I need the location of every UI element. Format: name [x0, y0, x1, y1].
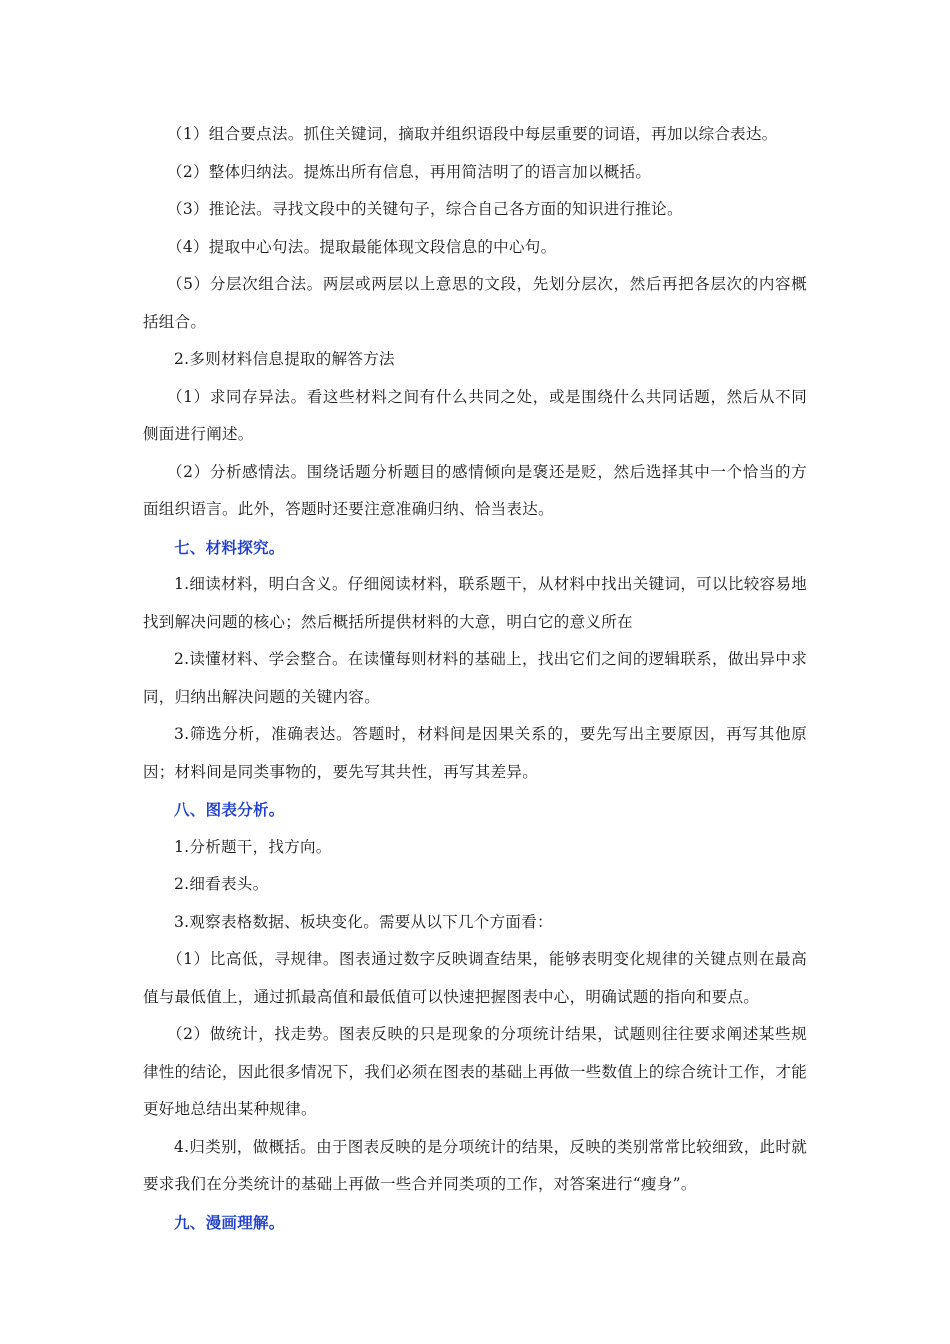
paragraph-method-2: （2）整体归纳法。提炼出所有信息，再用简洁明了的语言加以概括。	[167, 162, 652, 181]
section-heading-chart-analysis: 八、图表分析。	[174, 800, 285, 819]
paragraph-inquiry-2: 2.读懂材料、学会整合。在读懂每则材料的基础上，找出它们之间的逻辑联系，做出异中求同，归纳出解决问题的关键内容。	[143, 650, 807, 706]
paragraph-method-3: （3）推论法。寻找文段中的关键句子，综合自己各方面的知识进行推论。	[167, 200, 683, 218]
paragraph-method-5: （5）分层次组合法。两层或两层以上意思的文段，先划分层次，然后再把各层次的内容概括组合。	[143, 275, 807, 331]
paragraph-inquiry-1: 1.细读材料，明白含义。仔细阅读材料，联系题干，从材料中找出关键词，可以比较容易地找到解决问题的核心；然后概括所提供材料的大意，明白它的意义所在	[143, 575, 807, 631]
paragraph-chart-4: 4.归类别，做概括。由于图表反映的是分项统计的结果，反映的类别常常比较细致，此时就要求我们在分类统计的基础上再做一些合并同类项的工作，对答案进行“瘦身”。	[143, 1137, 807, 1193]
section-heading-material-inquiry: 七、材料探究。	[174, 537, 285, 557]
document-page	[143, 116, 807, 1241]
paragraph-chart-3: 3.观察表格数据、板块变化。需要从以下几个方面看：	[174, 912, 553, 931]
paragraph-multi-method-2: （2）分析感情法。围绕话题分析题目的感情倾向是褒还是贬，然后选择其中一个恰当的方面组织语言。此外，答题时还要注意准确归纳、恰当表达。	[143, 462, 807, 518]
paragraph-multi-method-1: （1）求同存异法。看这些材料之间有什么共同之处，或是围绕什么共同话题，然后从不同侧面进行阐述。	[143, 387, 807, 443]
paragraph-method-4: （4）提取中心句法。提取最能体现文段信息的中心句。	[167, 237, 557, 256]
paragraph-chart-3-1: （1）比高低，寻规律。图表通过数字反映调查结果，能够表明变化规律的关键点则在最高值与最低值上，通过抓最高值和最低值可以快速把握图表中心，明确试题的指向和要点。	[143, 950, 807, 1006]
paragraph-inquiry-3: 3.筛选分析，准确表达。答题时，材料间是因果关系的，要先写出主要原因，再写其他原因；材料间是同类事物的，要先写其共性，再写其差异。	[143, 725, 807, 781]
paragraph-chart-2: 2.细看表头。	[174, 875, 269, 893]
paragraph-multi-material-title: 2.多则材料信息提取的解答方法	[174, 350, 395, 368]
paragraph-chart-1: 1.分析题干，找方向。	[174, 837, 332, 856]
paragraph-chart-3-2: （2）做统计，找走势。图表反映的只是现象的分项统计结果，试题则往往要求阐述某些规律性的结论，因此很多情况下，我们必须在图表的基础上再做一些数值上的综合统计工作，才能更好地总结出某种规律。	[143, 1025, 807, 1118]
section-heading-cartoon: 九、漫画理解。	[174, 1212, 285, 1232]
paragraph-method-1: （1）组合要点法。抓住关键词，摘取并组织语段中每层重要的词语，再加以综合表达。	[167, 125, 778, 143]
